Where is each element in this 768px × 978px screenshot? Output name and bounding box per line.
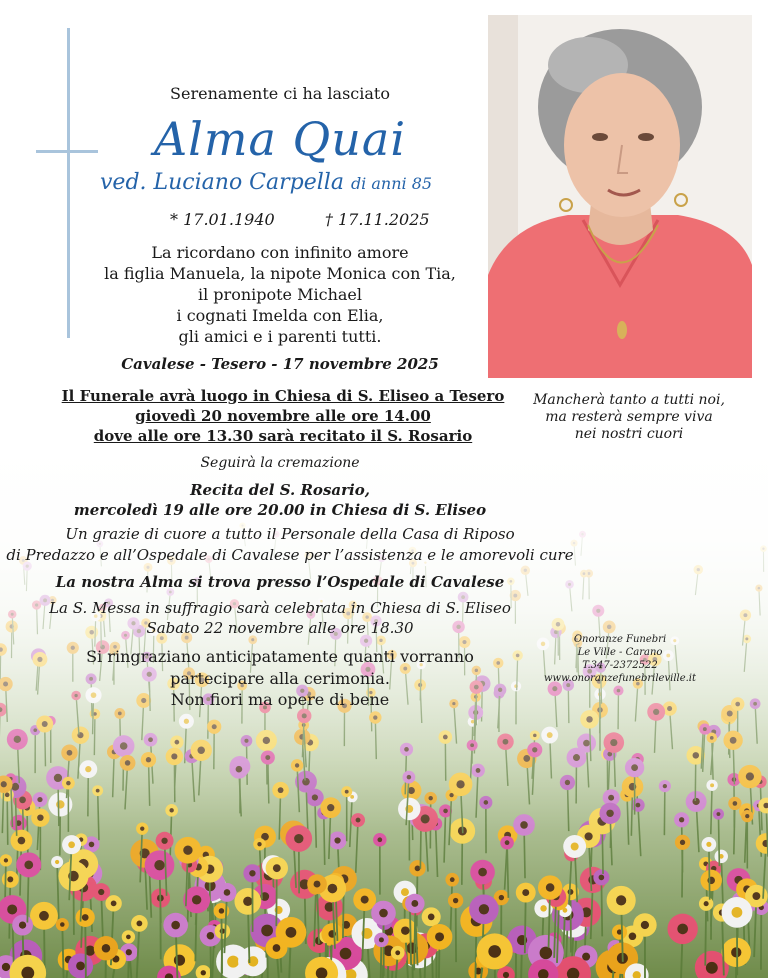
place-date: Cavalese - Tesero - 17 novembre 2025	[121, 355, 439, 373]
closing-line: partecipare alla cerimonia.	[170, 669, 390, 688]
widow-of: ved. Luciano Carpella	[100, 170, 344, 195]
quote-line: nei nostri cuori	[574, 426, 684, 442]
mass-info	[0, 598, 560, 638]
dates	[170, 210, 430, 229]
remembered-line: La ricordano con infinito amore	[151, 243, 409, 262]
age: di anni 85	[350, 174, 433, 193]
widow-line	[100, 170, 432, 195]
birth-date: * 17.01.1940	[170, 210, 275, 229]
funeral-line: giovedì 20 novembre alle ore 14.00	[135, 407, 431, 425]
remembered-line: la figlia Manuela, la nipote Monica con Tia,	[104, 264, 456, 283]
rosary-info	[0, 480, 560, 520]
intro-text: Serenamente ci ha lasciato	[170, 84, 390, 103]
remembered-line: gli amici e i parenti tutti.	[178, 327, 382, 346]
closing-thanks	[0, 646, 560, 690]
quote-line: ma resterà sempre viva	[545, 409, 713, 425]
rosary-line: mercoledì 19 alle ore 20.00 in Chiesa di S. Eliseo	[73, 501, 487, 519]
quote-line: Mancherà tanto a tutti noi,	[533, 392, 725, 408]
death-date: † 17.11.2025	[324, 210, 430, 229]
deceased-name: Alma Quai	[153, 112, 407, 166]
remembered-line: il pronipote Michael	[197, 285, 362, 304]
mass-line: Sabato 22 novembre alle ore 18.30	[146, 619, 414, 637]
cremation-note: Seguirà la cremazione	[200, 455, 360, 471]
funeral-home-website: www.onoranzefunebrileville.it	[543, 673, 697, 684]
portrait-photo	[488, 15, 752, 378]
rosary-line: Recita del S. Rosario,	[190, 481, 370, 499]
remembered-line: i cognati Imelda con Elia,	[176, 306, 384, 325]
funeral-info	[60, 386, 506, 446]
funeral-home-name: Onoranze Funebri	[573, 634, 667, 645]
funeral-line: dove alle ore 13.30 sarà recitato il S. Rosario	[93, 427, 473, 445]
thanks-line: di Predazzo e all’Ospedale di Cavalese per l’assistenza e le amorevoli cure	[6, 546, 574, 564]
memorial-quote	[504, 392, 754, 443]
remembered-by	[0, 242, 560, 347]
funeral-home-phone: T.347-2372522	[582, 660, 658, 671]
closing-line: Si ringraziano anticipatamente quanti vorranno	[86, 647, 474, 666]
no-flowers-note: Non fiori ma opere di bene	[170, 690, 390, 709]
location-note: La nostra Alma si trova presso l’Ospedale di Cavalese	[55, 573, 505, 591]
thanks-note	[0, 524, 580, 566]
funeral-home-info	[520, 633, 720, 685]
funeral-home-location: Le Ville - Carano	[577, 647, 663, 658]
mass-line: La S. Messa in suffragio sarà celebrata in Chiesa di S. Eliseo	[49, 599, 511, 617]
funeral-line: Il Funerale avrà luogo in Chiesa di S. Eliseo a Tesero	[61, 387, 505, 405]
thanks-line: Un grazie di cuore a tutto il Personale della Casa di Riposo	[65, 525, 515, 543]
